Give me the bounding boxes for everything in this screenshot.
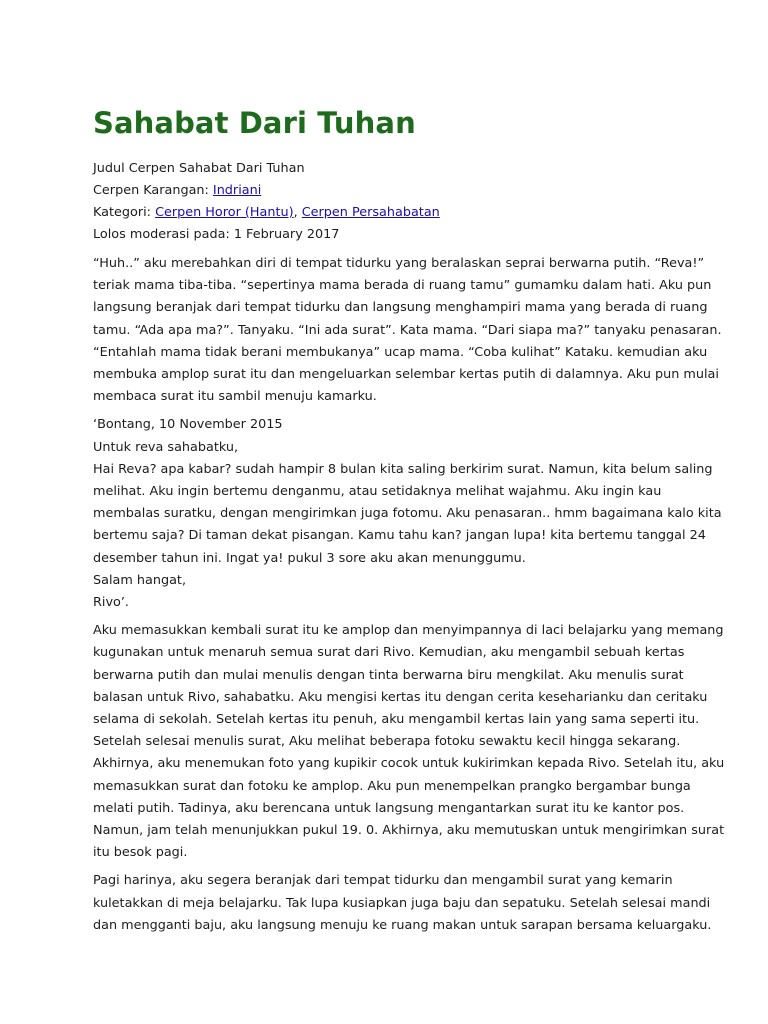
- paragraph-line: itu besok pagi.: [93, 845, 188, 861]
- paragraph-line: membaca surat itu sambil menuju kamarku.: [93, 389, 377, 405]
- paragraph-line: tamu. “Ada apa ma?”. Tanyaku. “Ini ada surat”. Kata mama. “Dari siapa ma?” tanyaku penasaran.: [93, 322, 722, 338]
- category-separator: ,: [293, 205, 302, 220]
- category-link-horor[interactable]: Cerpen Horor (Hantu): [155, 205, 294, 220]
- paragraph-line: membalas suratku, dengan mengirimkan juga fotomu. Aku penasaran.. hmm bagaimana kalo kita: [93, 506, 722, 522]
- paragraph-line: selama di sekolah. Setelah kertas itu penuh, aku mengambil kertas lain yang sama seperti itu.: [93, 712, 700, 728]
- paragraph-line: Setelah selesai menulis surat, Aku melihat beberapa fotoku sewaktu kecil hingga sekarang.: [93, 734, 681, 750]
- paragraph-line: Pagi harinya, aku segera beranjak dari tempat tidurku dan mengambil surat yang kemarin: [93, 873, 673, 889]
- paragraph-line: Namun, jam telah menunjukkan pukul 19. 0. Akhirnya, aku memutuskan untuk mengirimkan surat: [93, 823, 725, 839]
- story-paragraph: [93, 253, 722, 408]
- author-link[interactable]: Indriani: [212, 183, 262, 198]
- paragraph-line: melihat. Aku ingin bertemu denganmu, atau setidaknya melihat wajahmu. Aku ingin kau: [93, 484, 662, 500]
- story-paragraph: [93, 870, 713, 937]
- meta-author-label: Cerpen Karangan:: [93, 183, 213, 198]
- story-body: [93, 253, 725, 937]
- meta-category-line: [93, 202, 713, 224]
- paragraph-line: membuka amplop surat itu dan mengeluarkan selembar kertas putih di dalamnya. Aku pun mulai: [93, 367, 719, 383]
- paragraph-line: teriak mama tiba-tiba. “sepertinya mama berada di ruang tamu” gumamku dalam hati. Aku pun: [93, 278, 712, 294]
- paragraph-line: dan mengganti baju, aku langsung menuju ke ruang makan untuk sarapan bersama keluargaku.: [93, 917, 712, 933]
- paragraph-line: Akhirnya, aku menemukan foto yang kupikir cocok untuk kukirimkan kepada Rivo. Setelah itu, aku: [93, 756, 725, 772]
- paragraph-line: Hai Reva? apa kabar? sudah hampir 8 bulan kita saling berkirim surat. Namun, kita belum saling: [93, 461, 713, 477]
- paragraph-line: “Entahlah mama tidak berani membukanya” ucap mama. “Coba kulihat” Kataku. kemudian aku: [93, 344, 708, 360]
- paragraph-line: “Huh..” aku merebahkan diri di tempat tidurku yang beralaskan seprai berwarna putih. “Reva!”: [93, 256, 705, 271]
- meta-author-line: [93, 180, 713, 202]
- category-link-persahabatan[interactable]: Cerpen Persahabatan: [301, 205, 440, 220]
- paragraph-line: ‘Bontang, 10 November 2015: [93, 417, 283, 433]
- story-paragraph: [93, 620, 725, 864]
- article-meta: [93, 158, 713, 246]
- paragraph-line: Salam hangat,: [93, 572, 187, 588]
- paragraph-line: melati putih. Tadinya, aku berencana untuk langsung mengantarkan surat itu ke kantor pos.: [93, 800, 685, 816]
- meta-category-label: Kategori:: [93, 205, 156, 220]
- article: [93, 104, 725, 937]
- paragraph-line: Aku memasukkan kembali surat itu ke amplop dan menyimpannya di laci belajarku yang memang: [93, 623, 724, 639]
- paragraph-line: Rivo’.: [93, 595, 129, 611]
- paragraph-line: berwarna putih dan mulai menulis dengan tinta berwarna biru mengkilat. Aku menulis surat: [93, 667, 684, 683]
- article-title: Sahabat Dari Tuhan: [93, 106, 416, 140]
- paragraph-line: bertemu saja? Di taman dekat pisangan. Kamu tahu kan? jangan lupa! kita bertemu tanggal 24: [93, 528, 706, 544]
- paragraph-line: Untuk reva sahabatku,: [93, 439, 239, 455]
- paragraph-line: langsung beranjak dari tempat tidurku dan langsung menghampiri mama yang berada di ruang: [93, 300, 708, 316]
- meta-moderation-date: Lolos moderasi pada: 1 February 2017: [93, 227, 340, 242]
- paragraph-line: memasukkan surat dan fotoku ke amplop. Aku pun menempelkan prangko bergambar bunga: [93, 778, 691, 794]
- paragraph-line: balasan untuk Rivo, sahabatku. Aku mengisi kertas itu dengan cerita keseharianku dan ceritaku: [93, 689, 708, 705]
- meta-judul: Judul Cerpen Sahabat Dari Tuhan: [93, 161, 305, 176]
- paragraph-line: desember tahun ini. Ingat ya! pukul 3 sore aku akan menunggumu.: [93, 550, 526, 566]
- paragraph-line: kugunakan untuk menaruh semua surat dari Rivo. Kemudian, aku mengambil sebuah kertas: [93, 645, 685, 661]
- story-paragraph: [93, 414, 722, 614]
- paragraph-line: kuletakkan di meja belajarku. Tak lupa kusiapkan juga baju dan sepatuku. Setelah selesai mandi: [93, 895, 711, 911]
